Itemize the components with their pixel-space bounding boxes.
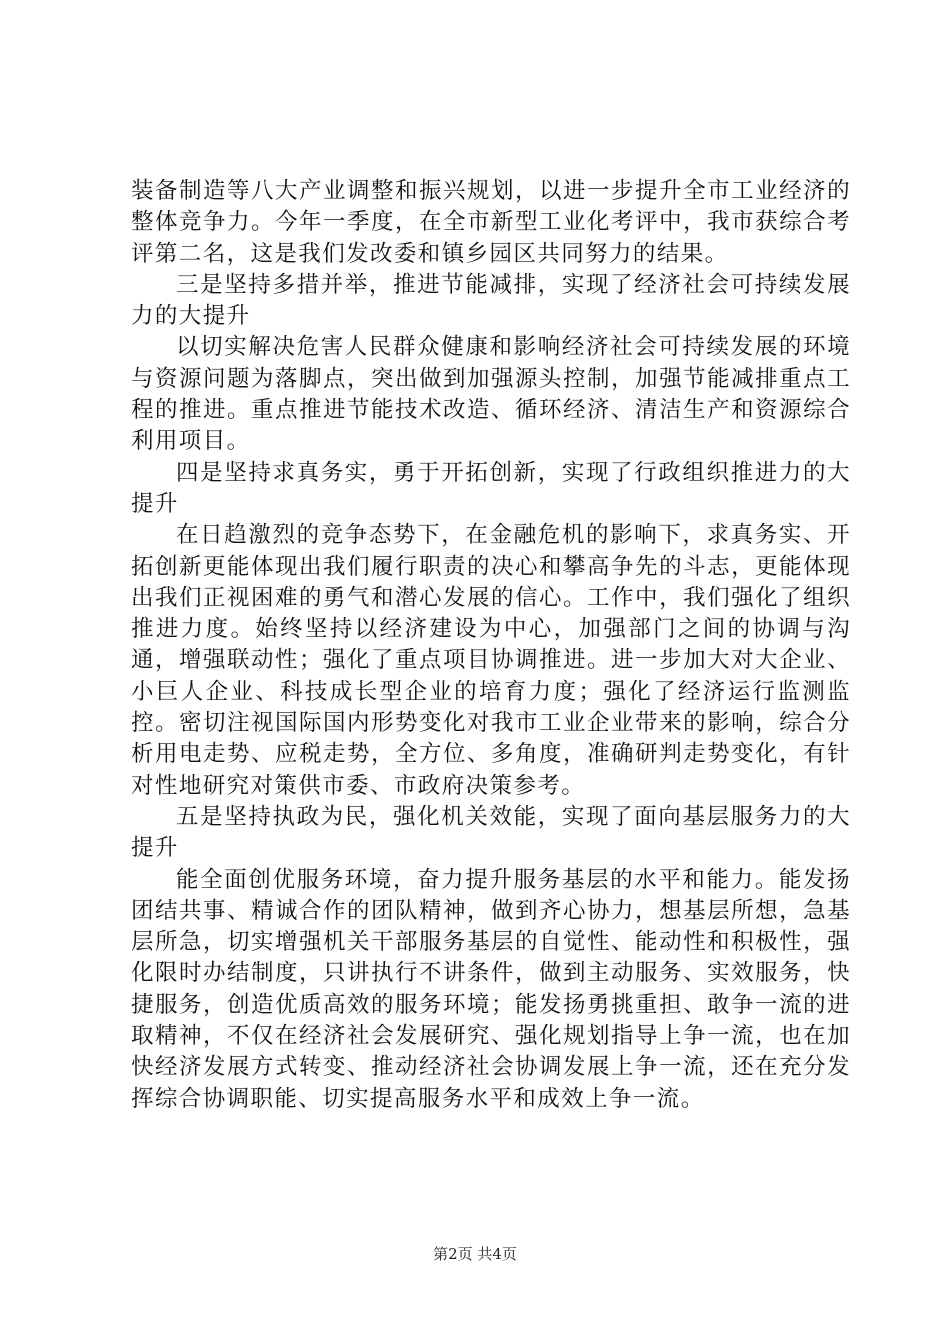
paragraph-continuation: 装备制造等八大产业调整和振兴规划，以进一步提升全市工业经济的整体竞争力。今年一季度，在全市新型工业化考评中，我市获综合考评第二名，这是我们发改委和镇乡园区共同努力的结果。 bbox=[131, 178, 851, 267]
page-number-label: 第2页 共4页 bbox=[433, 1245, 517, 1263]
section-heading-five: 五是坚持执政为民，强化机关效能，实现了面向基层服务力的大提升 bbox=[131, 803, 851, 862]
document-body bbox=[131, 176, 851, 1115]
section-heading-four: 四是坚持求真务实，勇于开拓创新，实现了行政组织推进力的大提升 bbox=[131, 459, 851, 517]
section-heading-three: 三是坚持多措并举，推进节能减排，实现了经济社会可持续发展力的大提升 bbox=[131, 271, 851, 330]
paragraph-service: 能全面创优服务环境，奋力提升服务基层的水平和能力。能发扬团结共事、精诚合作的团队精神，做到齐心协力，想基层所想，急基层所急，切实增强机关干部服务基层的自觉性、能动性和积极性，强化限时办结制度，只讲执行不讲条件，做到主动服务、实效服务，快捷服务，创造优质高效的服务环境；能发扬勇挑重担、敢争一流的进取精神，不仅在经济社会发展研究、强化规划指导上争一流，也在加快经济发展方式转变、推动经济社会协调发展上争一流，还在充分发挥综合协调职能、切实提高服务水平和成效上争一流。 bbox=[131, 866, 851, 1112]
paragraph-innovation: 在日趋激烈的竞争态势下，在金融危机的影响下，求真务实、开拓创新更能体现出我们履行职责的决心和攀高争先的斗志，更能体现出我们正视困难的勇气和潜心发展的信心。工作中，我们强化了组织推进力度。始终坚持以经济建设为中心，加强部门之间的协调与沟通，增强联动性；强化了重点项目协调推进。进一步加大对大企业、小巨人企业、科技成长型企业的培育力度；强化了经济运行监测监控。密切注视国际国内形势变化对我市工业企业带来的影响，综合分析用电走势、应税走势，全方位、多角度，准确研判走势变化，有针对性地研究对策供市委、市政府决策参考。 bbox=[131, 522, 851, 799]
page-footer bbox=[0, 1244, 950, 1264]
paragraph-energy-saving: 以切实解决危害人民群众健康和影响经济社会可持续发展的环境与资源问题为落脚点，突出做到加强源头控制，加强节能减排重点工程的推进。重点推进节能技术改造、循环经济、清洁生产和资源综合利用项目。 bbox=[131, 334, 851, 455]
